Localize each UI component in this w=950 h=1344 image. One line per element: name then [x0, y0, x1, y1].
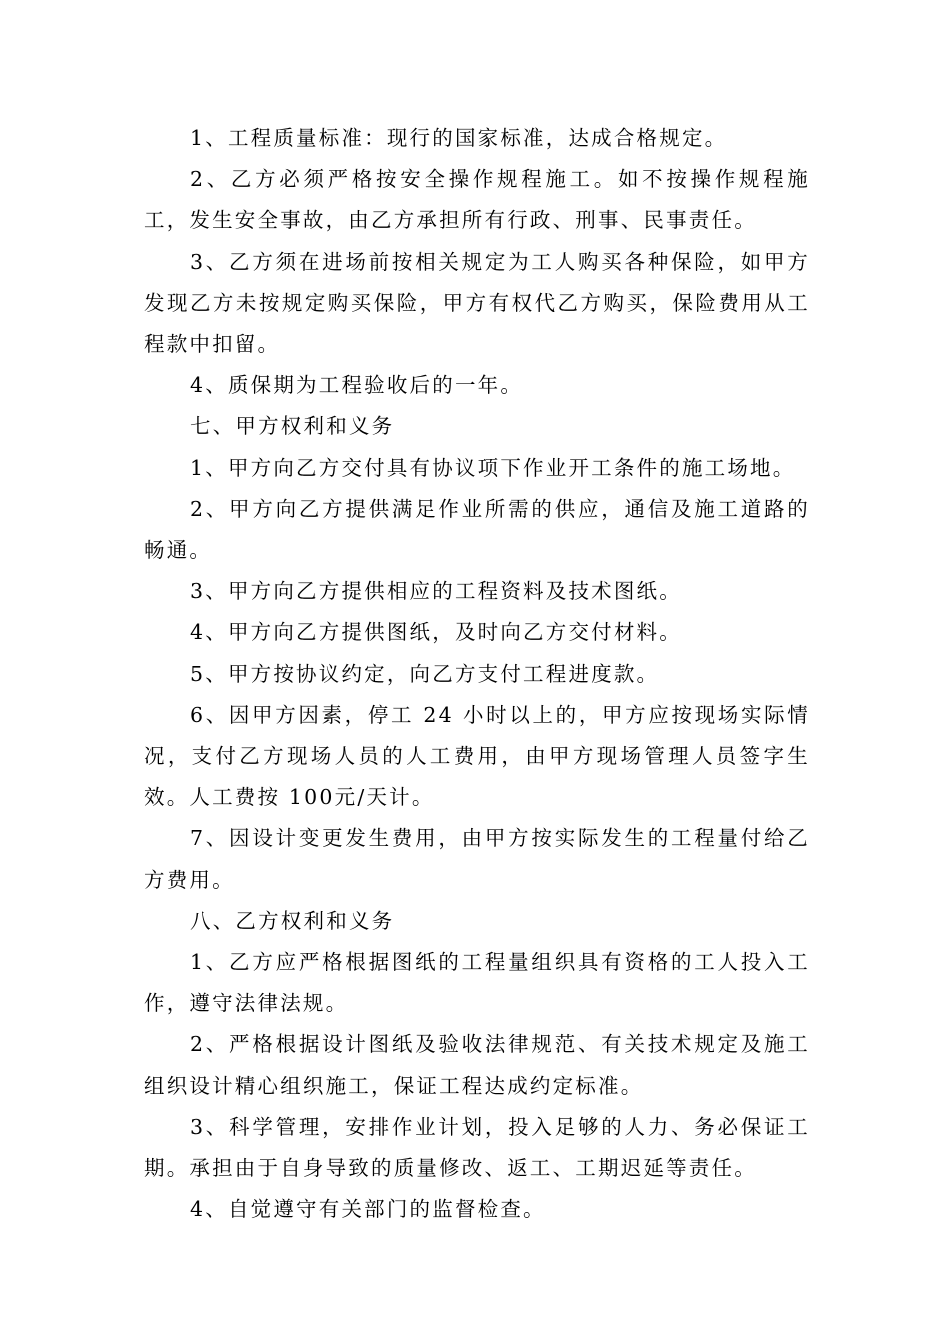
paragraph-warranty-period: 4、质保期为工程验收后的一年。: [190, 373, 524, 398]
paragraph-party-a-drawings: 3、甲方向乙方提供相应的工程资料及技术图纸。: [190, 579, 682, 604]
paragraph-party-a-stoppage: 6、因甲方因素，停工 24 小时以上的，甲方应按现场实际情况，支付乙方现场人员的人工费用，由甲方现场管理人员签字生效。人工费按 100元/天计。: [144, 702, 810, 810]
paragraph-party-b-construction: 2、严格根据设计图纸及验收法律规范、有关技术规定及施工组织设计精心组织施工，保证工程达成约定标准。: [144, 1032, 810, 1098]
paragraph-party-a-materials: 4、甲方向乙方提供图纸，及时向乙方交付材料。: [190, 620, 682, 645]
paragraph-insurance: 3、乙方须在进场前按相关规定为工人购买各种保险，如甲方发现乙方未按规定购买保险，甲方有权代乙方购买，保险费用从工程款中扣留。: [144, 249, 810, 357]
paragraph-party-b-supervision: 4、自觉遵守有关部门的监督检查。: [190, 1197, 546, 1222]
paragraph-party-a-supply: 2、甲方向乙方提供满足作业所需的供应，通信及施工道路的畅通。: [144, 496, 810, 563]
paragraph-party-b-management: 3、科学管理，安排作业计划，投入足够的人力、务必保证工期。承担由于自身导致的质量修改、返工、工期迟延等责任。: [144, 1114, 810, 1181]
paragraph-party-a-design-change: 7、因设计变更发生费用，由甲方按实际发生的工程量付给乙方费用。: [144, 826, 810, 892]
paragraph-party-a-payment: 5、甲方按协议约定，向乙方支付工程进度款。: [190, 661, 660, 686]
paragraph-party-a-site: 1、甲方向乙方交付具有协议项下作业开工条件的施工场地。: [190, 455, 796, 480]
section-heading-party-a: 七、甲方权利和义务: [190, 414, 395, 439]
paragraph-safety-operation: 2、乙方必须严格按安全操作规程施工。如不按操作规程施工，发生安全事故，由乙方承担所有行政、刑事、民事责任。: [144, 167, 810, 233]
document-body: [144, 118, 810, 1230]
paragraph-party-b-workers: 1、乙方应严格根据图纸的工程量组织具有资格的工人投入工作，遵守法律法规。: [144, 950, 810, 1016]
paragraph-quality-standard: 1、工程质量标准：现行的国家标准，达成合格规定。: [190, 126, 728, 150]
section-heading-party-b: 八、乙方权利和义务: [190, 908, 395, 933]
